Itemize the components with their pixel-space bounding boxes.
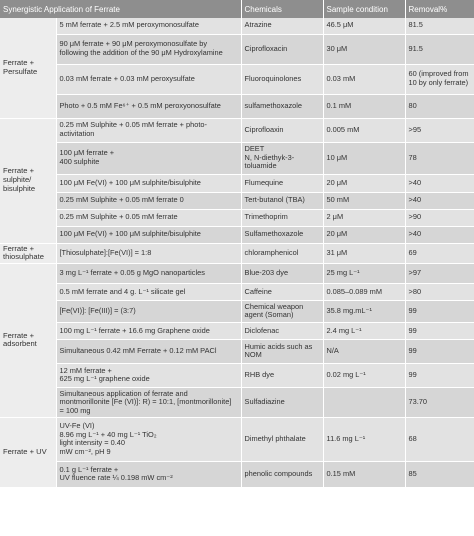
table-row [0,209,474,226]
header-sample-condition: Sample condition [323,0,405,18]
removal-cell: >97 [405,263,474,283]
removal-cell: 78 [405,142,474,174]
condition-cell: 0.02 mg L⁻¹ [323,363,405,387]
removal-cell: >90 [405,209,474,226]
header-application: Synergistic Application of Ferrate [0,0,241,18]
application-cell: [Fe(VI)]: [Fe(III)] = (3:7) [56,300,241,322]
chemical-cell: DEET N, N-diethyk-3-toluamide [241,142,323,174]
table-row [0,243,474,263]
chemical-cell: Flumequine [241,174,323,192]
table-row [0,322,474,339]
chemical-cell: Blue-203 dye [241,263,323,283]
table-row [0,461,474,487]
removal-cell: 60 (improved from 10 by only ferrate) [405,64,474,94]
chemical-cell: chloramphenicol [241,243,323,263]
condition-cell: N/A [323,339,405,363]
group-label: Ferrate + adsorbent [0,263,56,417]
group-label: Ferrate + UV [0,417,56,487]
table-row [0,339,474,363]
condition-cell: 20 μM [323,226,405,243]
application-cell: [Thiosulphate]:[Fe(VI)] = 1:8 [56,243,241,263]
chemical-cell: Fluoroquinolones [241,64,323,94]
application-cell: 0.03 mM ferrate + 0.03 mM peroxysulfate [56,64,241,94]
removal-cell: 69 [405,243,474,263]
condition-cell: 50 mM [323,192,405,209]
condition-cell: 0.085–0.089 mM [323,283,405,300]
condition-cell: 10 μM [323,142,405,174]
application-cell: 0.5 mM ferrate and 4 g. L⁻¹ silicate gel [56,283,241,300]
table-row [0,192,474,209]
condition-cell: 25 mg L⁻¹ [323,263,405,283]
chemical-cell: Ciprofloaxin [241,118,323,142]
condition-cell: 35.8 mg.mL⁻¹ [323,300,405,322]
chemical-cell: Ciprofloxacin [241,34,323,64]
removal-cell: >80 [405,283,474,300]
table-row [0,363,474,387]
condition-cell: 2.4 mg L⁻¹ [323,322,405,339]
removal-cell: >40 [405,226,474,243]
removal-cell: 73.70 [405,387,474,417]
chemical-cell: Caffeine [241,283,323,300]
application-cell: 100 μM ferrate + 400 sulphite [56,142,241,174]
chemical-cell: Dimethyl phthalate [241,417,323,461]
application-cell: 5 mM ferrate + 2.5 mM peroxymonosulfate [56,18,241,34]
removal-cell: >95 [405,118,474,142]
table-row [0,174,474,192]
table-row [0,18,474,34]
condition-cell: 20 μM [323,174,405,192]
chemical-cell: Chemical weapon agent (Soman) [241,300,323,322]
condition-cell: 46.5 μM [323,18,405,34]
condition-cell: 0.03 mM [323,64,405,94]
removal-cell: >40 [405,174,474,192]
table-row [0,417,474,461]
condition-cell: 30 μM [323,34,405,64]
removal-cell: 68 [405,417,474,461]
table-row [0,94,474,118]
condition-cell: 31 μM [323,243,405,263]
application-cell: 0.25 mM Sulphite + 0.05 mM ferrate 0 [56,192,241,209]
header-removal: Removal% [405,0,474,18]
table-row [0,387,474,417]
removal-cell: 99 [405,322,474,339]
condition-cell: 11.6 mg L⁻¹ [323,417,405,461]
application-cell: Simultaneous application of ferrate and montmorillonite [Fe (VI)]: R) = 10:1, [montmorillonite] = 100 mg [56,387,241,417]
application-cell: 100 μM Fe(VI) + 100 μM sulphite/bisulphite [56,174,241,192]
header-row [0,0,474,18]
removal-cell: 80 [405,94,474,118]
chemical-cell: sulfamethoxazole [241,94,323,118]
group-label: Ferrate + sulphite/ bisulphite [0,118,56,243]
chemical-cell: RHB dye [241,363,323,387]
removal-cell: 99 [405,339,474,363]
application-cell: UV-Fe (VI) 8.96 mg L⁻¹ + 40 mg L⁻¹ TiO₂ light intensity = 0.40 mW cm⁻², pH 9 [56,417,241,461]
condition-cell: 0.15 mM [323,461,405,487]
chemical-cell: Atrazine [241,18,323,34]
application-cell: 100 μM Fe(VI) + 100 μM sulphite/bisulphite [56,226,241,243]
chemical-cell: Diclofenac [241,322,323,339]
table-row [0,34,474,64]
table-body [0,18,474,487]
removal-cell: 99 [405,300,474,322]
chemical-cell: phenolic compounds [241,461,323,487]
table-row [0,142,474,174]
application-cell: 0.1 g L⁻¹ ferrate + UV fluence rate ¼ 0.198 mW cm⁻² [56,461,241,487]
application-cell: 0.25 mM Sulphite + 0.05 mM ferrate + photo-activitation [56,118,241,142]
table-row [0,226,474,243]
application-cell: Photo + 0.5 mM Fe⁶⁺ + 0.5 mM peroxyonosulfate [56,94,241,118]
chemical-cell: Trimethoprim [241,209,323,226]
application-cell: Simultaneous 0.42 mM Ferrate + 0.12 mM PACl [56,339,241,363]
chemical-cell: Humic acids such as NOM [241,339,323,363]
application-cell: 100 mg L⁻¹ ferrate + 16.6 mg Graphene oxide [56,322,241,339]
chemical-cell: Tert-butanol (TBA) [241,192,323,209]
application-cell: 90 μM ferrate + 90 μM peroxymonosulfate by following the addition of the 90 μM Hydroxylamine [56,34,241,64]
table-row [0,64,474,94]
table-row [0,118,474,142]
removal-cell: 81.5 [405,18,474,34]
header-chemicals: Chemicals [241,0,323,18]
condition-cell [323,387,405,417]
table-row [0,300,474,322]
table-row [0,283,474,300]
removal-cell: >40 [405,192,474,209]
condition-cell: 2 μM [323,209,405,226]
application-cell: 12 mM ferrate + 625 mg L⁻¹ graphene oxide [56,363,241,387]
removal-cell: 91.5 [405,34,474,64]
condition-cell: 0.005 mM [323,118,405,142]
chemical-cell: Sulfamethoxazole [241,226,323,243]
application-cell: 0.25 mM Sulphite + 0.05 mM ferrate [56,209,241,226]
application-cell: 3 mg L⁻¹ ferrate + 0.05 g MgO nanoparticles [56,263,241,283]
chemical-cell: Sulfadiazine [241,387,323,417]
condition-cell: 0.1 mM [323,94,405,118]
table-row [0,263,474,283]
group-label: Ferrate + Persulfate [0,18,56,118]
removal-cell: 85 [405,461,474,487]
removal-cell: 99 [405,363,474,387]
group-label: Ferrate + thiosulphate [0,243,56,263]
